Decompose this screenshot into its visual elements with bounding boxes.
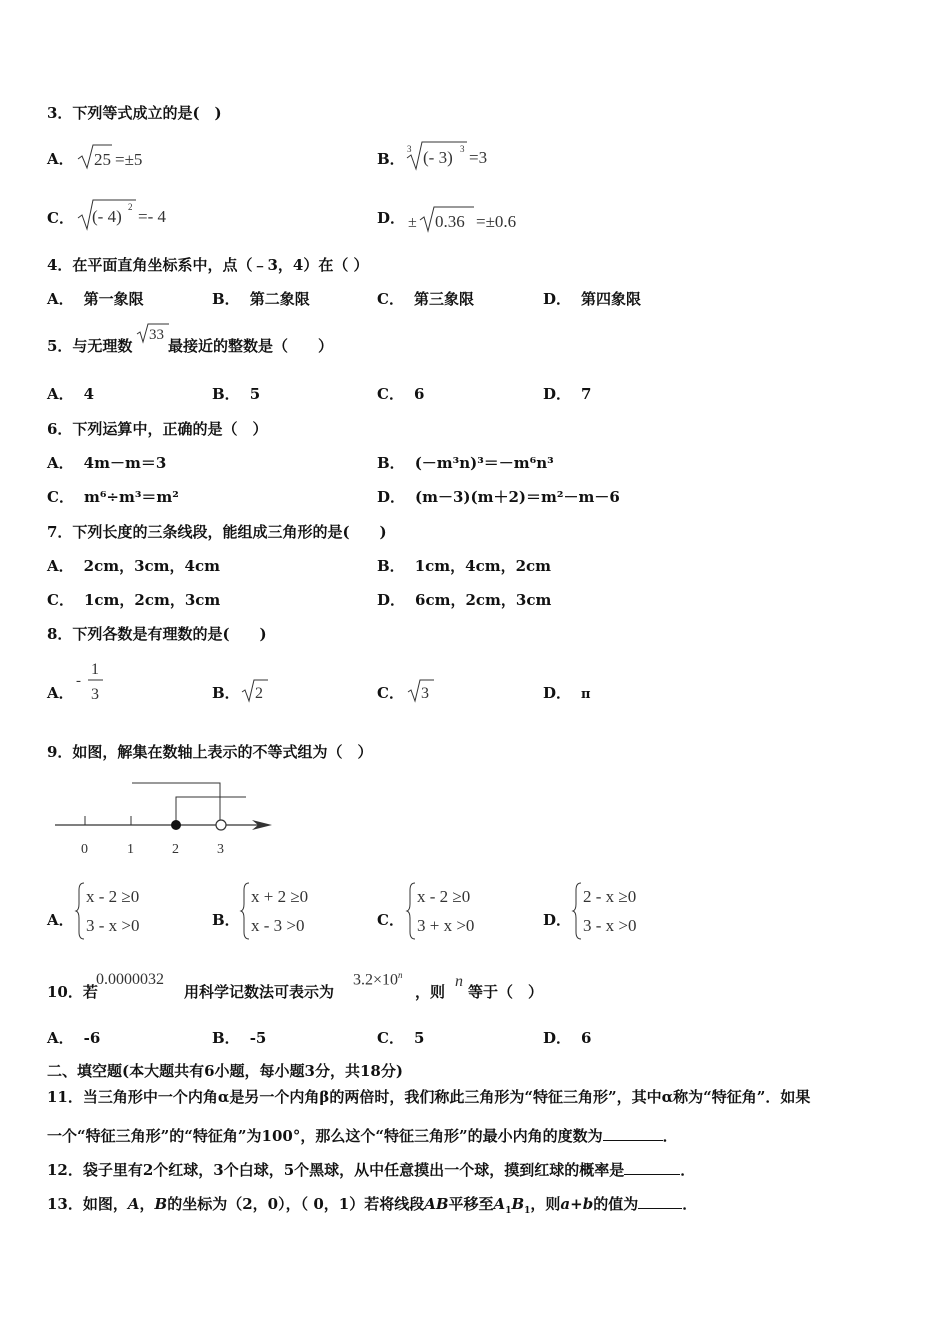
q9-option-a-system bbox=[76, 880, 186, 942]
q7-option-a bbox=[47, 557, 220, 575]
option-label: B． bbox=[377, 454, 405, 472]
q13-post: 的值为 bbox=[593, 1195, 639, 1213]
section-title: 二、填空题(本大题共有6小题，每小题3分，共18分) bbox=[47, 1062, 403, 1080]
q5-option-c bbox=[377, 385, 424, 403]
q7-option-d bbox=[377, 591, 551, 609]
q3-option-d-math bbox=[408, 204, 528, 234]
answer-blank[interactable] bbox=[638, 1194, 682, 1209]
line2: x - 3 >0 bbox=[251, 916, 305, 935]
q13-pre: 13．如图， bbox=[47, 1195, 128, 1213]
q9-option-b-system bbox=[241, 880, 351, 942]
option-label: B． bbox=[377, 150, 405, 168]
radicand: 3 bbox=[421, 685, 429, 702]
q8-option-b-math bbox=[240, 678, 272, 704]
q3-option-b-math bbox=[405, 138, 505, 172]
sub-1: 1 bbox=[505, 1206, 512, 1216]
line1: x - 2 ≥0 bbox=[417, 887, 471, 906]
option-text: 5 bbox=[413, 1029, 425, 1047]
option-label: C． bbox=[47, 209, 74, 227]
q4-option-b bbox=[212, 290, 310, 308]
q13-text bbox=[47, 1194, 697, 1217]
q4-option-d bbox=[543, 290, 641, 308]
point-a: A bbox=[127, 1195, 140, 1213]
sci-exp: n bbox=[398, 970, 403, 980]
option-text: 第二象限 bbox=[249, 290, 310, 308]
q3-option-c-math bbox=[76, 196, 186, 232]
q10-stem-mid2: ，则 bbox=[415, 983, 446, 1001]
rhs: =3 bbox=[469, 148, 488, 167]
option-text: 第一象限 bbox=[83, 290, 144, 308]
option-label: B． bbox=[212, 290, 240, 308]
option-label: C． bbox=[377, 385, 404, 403]
option-label: D． bbox=[543, 385, 572, 403]
option-label: D． bbox=[543, 911, 572, 929]
q11-line2-text: 一个“特征三角形”的“特征角”为100°，那么这个“特征三角形”的最小内角的度数为 bbox=[47, 1127, 603, 1145]
q7-stem: 7．下列长度的三条线段，能组成三角形的是( ) bbox=[47, 523, 387, 541]
rhs: =±0.6 bbox=[476, 212, 517, 231]
q9-option-d-system bbox=[573, 880, 683, 942]
q10-var: n bbox=[455, 973, 463, 990]
rhs: =±5 bbox=[115, 150, 143, 169]
option-label: C． bbox=[47, 488, 74, 506]
point-b1: B bbox=[511, 1195, 525, 1213]
q10-option-b bbox=[212, 1029, 266, 1047]
q10-decimal: 0.0000032 bbox=[96, 971, 164, 988]
plus-minus: ± bbox=[408, 214, 417, 231]
q9-stem: 9．如图，解集在数轴上表示的不等式组为（ ） bbox=[47, 743, 373, 761]
option-text: 1cm，4cm，2cm bbox=[414, 557, 552, 575]
rhs: =- 4 bbox=[138, 207, 166, 226]
option-label: C． bbox=[377, 911, 404, 929]
option-text: 6 bbox=[413, 385, 425, 403]
line1: x - 2 ≥0 bbox=[86, 887, 140, 906]
option-label: D． bbox=[377, 591, 406, 609]
option-label: D． bbox=[377, 488, 406, 506]
q6-stem: 6．下列运算中，正确的是（ ） bbox=[47, 420, 268, 438]
closed-interval-bracket bbox=[176, 797, 246, 824]
radicand: 33 bbox=[149, 327, 164, 343]
expr-a-plus-b: a+b bbox=[560, 1195, 594, 1213]
tick-label-1: 1 bbox=[127, 842, 134, 857]
radicand: 0.36 bbox=[435, 212, 465, 231]
option-label: A． bbox=[47, 1029, 74, 1047]
option-text: 4m－m＝3 bbox=[83, 454, 167, 472]
q10-option-a bbox=[47, 1029, 100, 1047]
q5-stem-post: 最接近的整数是（ ） bbox=[168, 337, 334, 355]
exponent: 2 bbox=[128, 202, 133, 212]
q6-option-d bbox=[377, 488, 620, 506]
option-label: A． bbox=[47, 911, 74, 929]
tick-label-2: 2 bbox=[172, 842, 179, 857]
q3-option-a-math bbox=[76, 142, 166, 172]
radicand: 25 bbox=[94, 150, 111, 169]
option-text: 6 bbox=[581, 1029, 592, 1047]
q7-option-b bbox=[377, 557, 551, 575]
option-label: B． bbox=[212, 385, 240, 403]
option-label: C． bbox=[377, 290, 404, 308]
sign: - bbox=[76, 673, 81, 689]
sub-2: 1 bbox=[524, 1206, 531, 1216]
option-label: B． bbox=[377, 557, 405, 575]
option-label: B． bbox=[212, 911, 240, 929]
option-text: -6 bbox=[83, 1029, 101, 1047]
q5-option-b bbox=[212, 385, 260, 403]
q6-option-a bbox=[47, 454, 166, 472]
q3-stem: 3．下列等式成立的是( ) bbox=[47, 104, 222, 122]
radicand: 2 bbox=[255, 685, 263, 702]
q11-line1: 11．当三角形中一个内角α是另一个内角β的两倍时，我们称此三角形为“特征三角形”，其中α称为“特征角”．如果 bbox=[47, 1088, 811, 1106]
option-text: π bbox=[581, 687, 591, 702]
denominator: 3 bbox=[91, 686, 99, 703]
option-text: (－m³n)³＝－m⁶n³ bbox=[414, 454, 554, 472]
option-label: C． bbox=[377, 684, 404, 702]
base: (- 3) bbox=[423, 148, 453, 167]
q11-line2 bbox=[47, 1126, 678, 1145]
point-b: B bbox=[154, 1195, 168, 1213]
option-text: 7 bbox=[581, 385, 592, 403]
q5-option-d bbox=[543, 385, 591, 403]
q10-stem-post: 等于（ ） bbox=[468, 983, 544, 1001]
q6-option-b bbox=[377, 454, 554, 472]
q9-number-line bbox=[50, 778, 280, 860]
segment-ab: AB bbox=[424, 1195, 449, 1213]
root-index: 3 bbox=[407, 144, 412, 154]
q8-stem: 8．下列各数是有理数的是( ) bbox=[47, 625, 267, 643]
base: (- 4) bbox=[92, 207, 122, 226]
q13-mid: 的坐标为（2，0），（ 0，1）若将线段 bbox=[167, 1195, 425, 1213]
option-text: 2cm，3cm，4cm bbox=[83, 557, 220, 575]
line2: 3 - x >0 bbox=[583, 916, 637, 935]
option-text: (m－3)(m＋2)＝m²－m－6 bbox=[415, 488, 620, 506]
option-label: A． bbox=[47, 290, 74, 308]
option-label: D． bbox=[543, 684, 572, 702]
q8-option-d bbox=[543, 684, 591, 703]
option-label: C． bbox=[47, 591, 74, 609]
option-label: A． bbox=[47, 150, 74, 168]
line1: x + 2 ≥0 bbox=[251, 887, 309, 906]
option-text: 第四象限 bbox=[581, 290, 642, 308]
q8-option-c-math bbox=[406, 678, 438, 704]
q10-stem-mid: 用科学记数法可表示为 bbox=[184, 983, 335, 1001]
option-label: D． bbox=[543, 1029, 572, 1047]
q8-fraction bbox=[74, 658, 108, 704]
q10-stem-pre: 10．若 bbox=[47, 983, 98, 1001]
option-label: D． bbox=[543, 290, 572, 308]
answer-blank[interactable] bbox=[624, 1160, 680, 1175]
answer-blank[interactable] bbox=[603, 1126, 663, 1141]
q11-end: ． bbox=[662, 1127, 678, 1145]
option-text: 4 bbox=[83, 385, 95, 403]
option-text: m⁶÷m³＝m² bbox=[83, 488, 179, 506]
q4-stem: 4．在平面直角坐标系中，点（﹣3，4）在（ ） bbox=[47, 256, 369, 274]
q10-sci bbox=[353, 970, 403, 990]
q12-end: ． bbox=[680, 1161, 696, 1179]
q9-option-c-system bbox=[407, 880, 517, 942]
option-label: A． bbox=[47, 385, 74, 403]
q10-option-d bbox=[543, 1029, 591, 1047]
q13-sep: ， bbox=[139, 1195, 155, 1213]
line2: 3 + x >0 bbox=[417, 916, 475, 935]
option-text: -5 bbox=[249, 1029, 267, 1047]
option-label: B． bbox=[212, 1029, 240, 1047]
point-a1: A bbox=[493, 1195, 506, 1213]
option-text: 第三象限 bbox=[413, 290, 474, 308]
q7-option-c bbox=[47, 591, 220, 609]
open-dot bbox=[216, 820, 226, 830]
option-text: 6cm，2cm，3cm bbox=[415, 591, 552, 609]
option-label: C． bbox=[377, 1029, 404, 1047]
q13-mid3: ，则 bbox=[530, 1195, 561, 1213]
q5-option-a bbox=[47, 385, 94, 403]
option-label: B． bbox=[212, 684, 240, 702]
q13-end: ． bbox=[682, 1195, 698, 1213]
exponent: 3 bbox=[460, 144, 465, 154]
q10-option-c bbox=[377, 1029, 424, 1047]
tick-label-0: 0 bbox=[81, 842, 88, 857]
q6-option-c bbox=[47, 488, 179, 506]
option-label: A． bbox=[47, 684, 74, 702]
q4-option-a bbox=[47, 290, 144, 308]
option-text: 5 bbox=[249, 385, 261, 403]
q12-text bbox=[47, 1160, 695, 1179]
line1: 2 - x ≥0 bbox=[583, 887, 637, 906]
tick-label-3: 3 bbox=[217, 842, 224, 857]
q5-radical bbox=[135, 322, 171, 346]
q4-option-c bbox=[377, 290, 474, 308]
option-label: A． bbox=[47, 557, 74, 575]
sci-base: 3.2×10 bbox=[353, 971, 399, 989]
option-text: 1cm，2cm，3cm bbox=[83, 591, 221, 609]
option-label: A． bbox=[47, 454, 74, 472]
numerator: 1 bbox=[91, 661, 99, 678]
closed-dot bbox=[171, 820, 181, 830]
option-label: D． bbox=[377, 209, 406, 227]
line2: 3 - x >0 bbox=[86, 916, 140, 935]
q5-stem-pre: 5．与无理数 bbox=[47, 337, 133, 355]
q13-mid2: 平移至 bbox=[448, 1195, 494, 1213]
q12-stem: 12．袋子里有2个红球，3个白球，5个黑球，从中任意摸出一个球，摸到红球的概率是 bbox=[47, 1161, 625, 1179]
